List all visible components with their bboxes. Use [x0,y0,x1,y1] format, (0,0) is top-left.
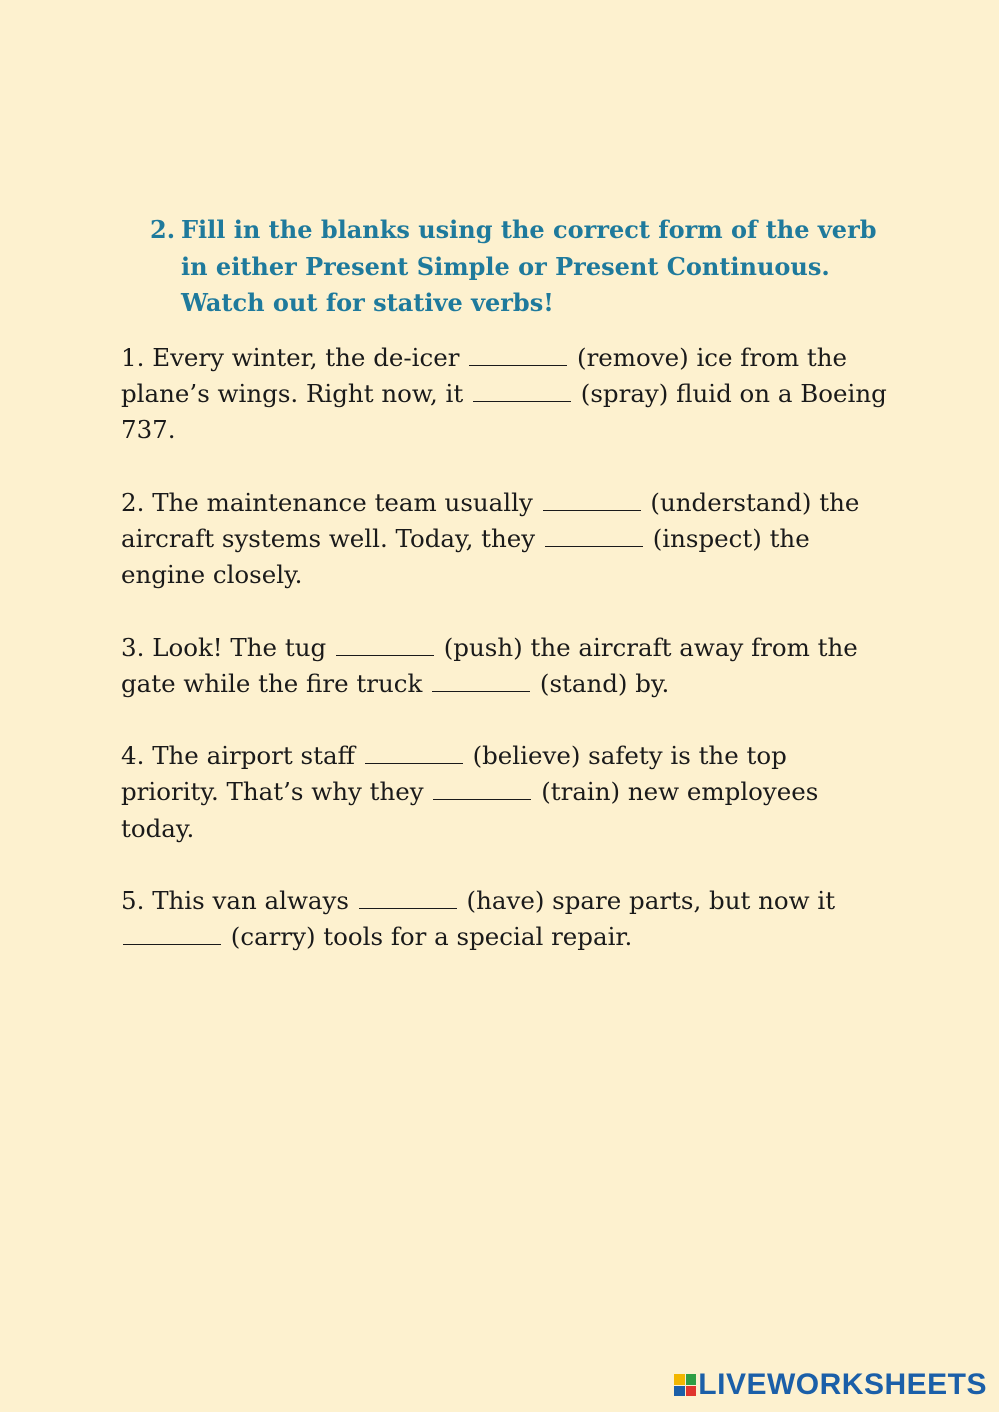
exercise-items [121,340,891,992]
item-text: (remove) ice from the plane’s wings. Right now, it [121,343,847,409]
item-text: Every winter, the de-icer [152,343,460,372]
answer-blank[interactable] [359,890,457,909]
exercise-item-3 [121,630,891,702]
exercise-instruction [150,212,880,322]
answer-blank[interactable] [433,781,531,800]
footer-branding [674,1368,987,1402]
item-number: 3. [121,632,145,662]
item-number: 5. [121,885,145,915]
instruction-number: 2. [150,215,176,244]
brand-name: LIVEWORKSHEETS [698,1368,987,1401]
item-text: (carry) tools for a special repair. [230,922,633,952]
instruction-text: Fill in the blanks using the correct form of the verb in either Present Simple or Present Continuous. Watch out for stative verbs! [181,215,877,317]
answer-blank[interactable] [432,673,530,692]
liveworksheets-logo-icon [674,1374,696,1396]
item-number: 2. [121,487,145,517]
item-text: (push) the aircraft away from the gate while the fire truck [121,632,858,698]
answer-blank[interactable] [365,745,463,764]
exercise-item-5 [121,883,891,955]
answer-blank[interactable] [545,528,643,547]
answer-blank[interactable] [543,492,641,511]
item-text: (have) spare parts, but now it [466,885,836,915]
item-text: (inspect) the engine closely. [121,524,810,590]
item-text: (spray) fluid on a Boeing 737. [121,379,887,445]
answer-blank[interactable] [473,383,571,402]
item-text: This van always [152,885,349,915]
answer-blank[interactable] [123,926,221,945]
item-text: The airport staff [152,741,355,771]
exercise-item-1 [121,340,891,449]
item-text: Look! The tug [152,632,327,662]
item-text: (believe) safety is the top priority. That’s why they [121,741,787,807]
exercise-item-2 [121,485,891,594]
item-text: (understand) the aircraft systems well. Today, they [121,487,860,553]
item-text: (train) new employees today. [121,777,819,843]
answer-blank[interactable] [336,637,434,656]
item-number: 4. [121,741,145,771]
exercise-item-4 [121,738,891,847]
answer-blank[interactable] [469,347,567,366]
item-text: (stand) by. [539,668,670,698]
item-number: 1. [121,343,145,372]
item-text: The maintenance team usually [152,487,533,517]
